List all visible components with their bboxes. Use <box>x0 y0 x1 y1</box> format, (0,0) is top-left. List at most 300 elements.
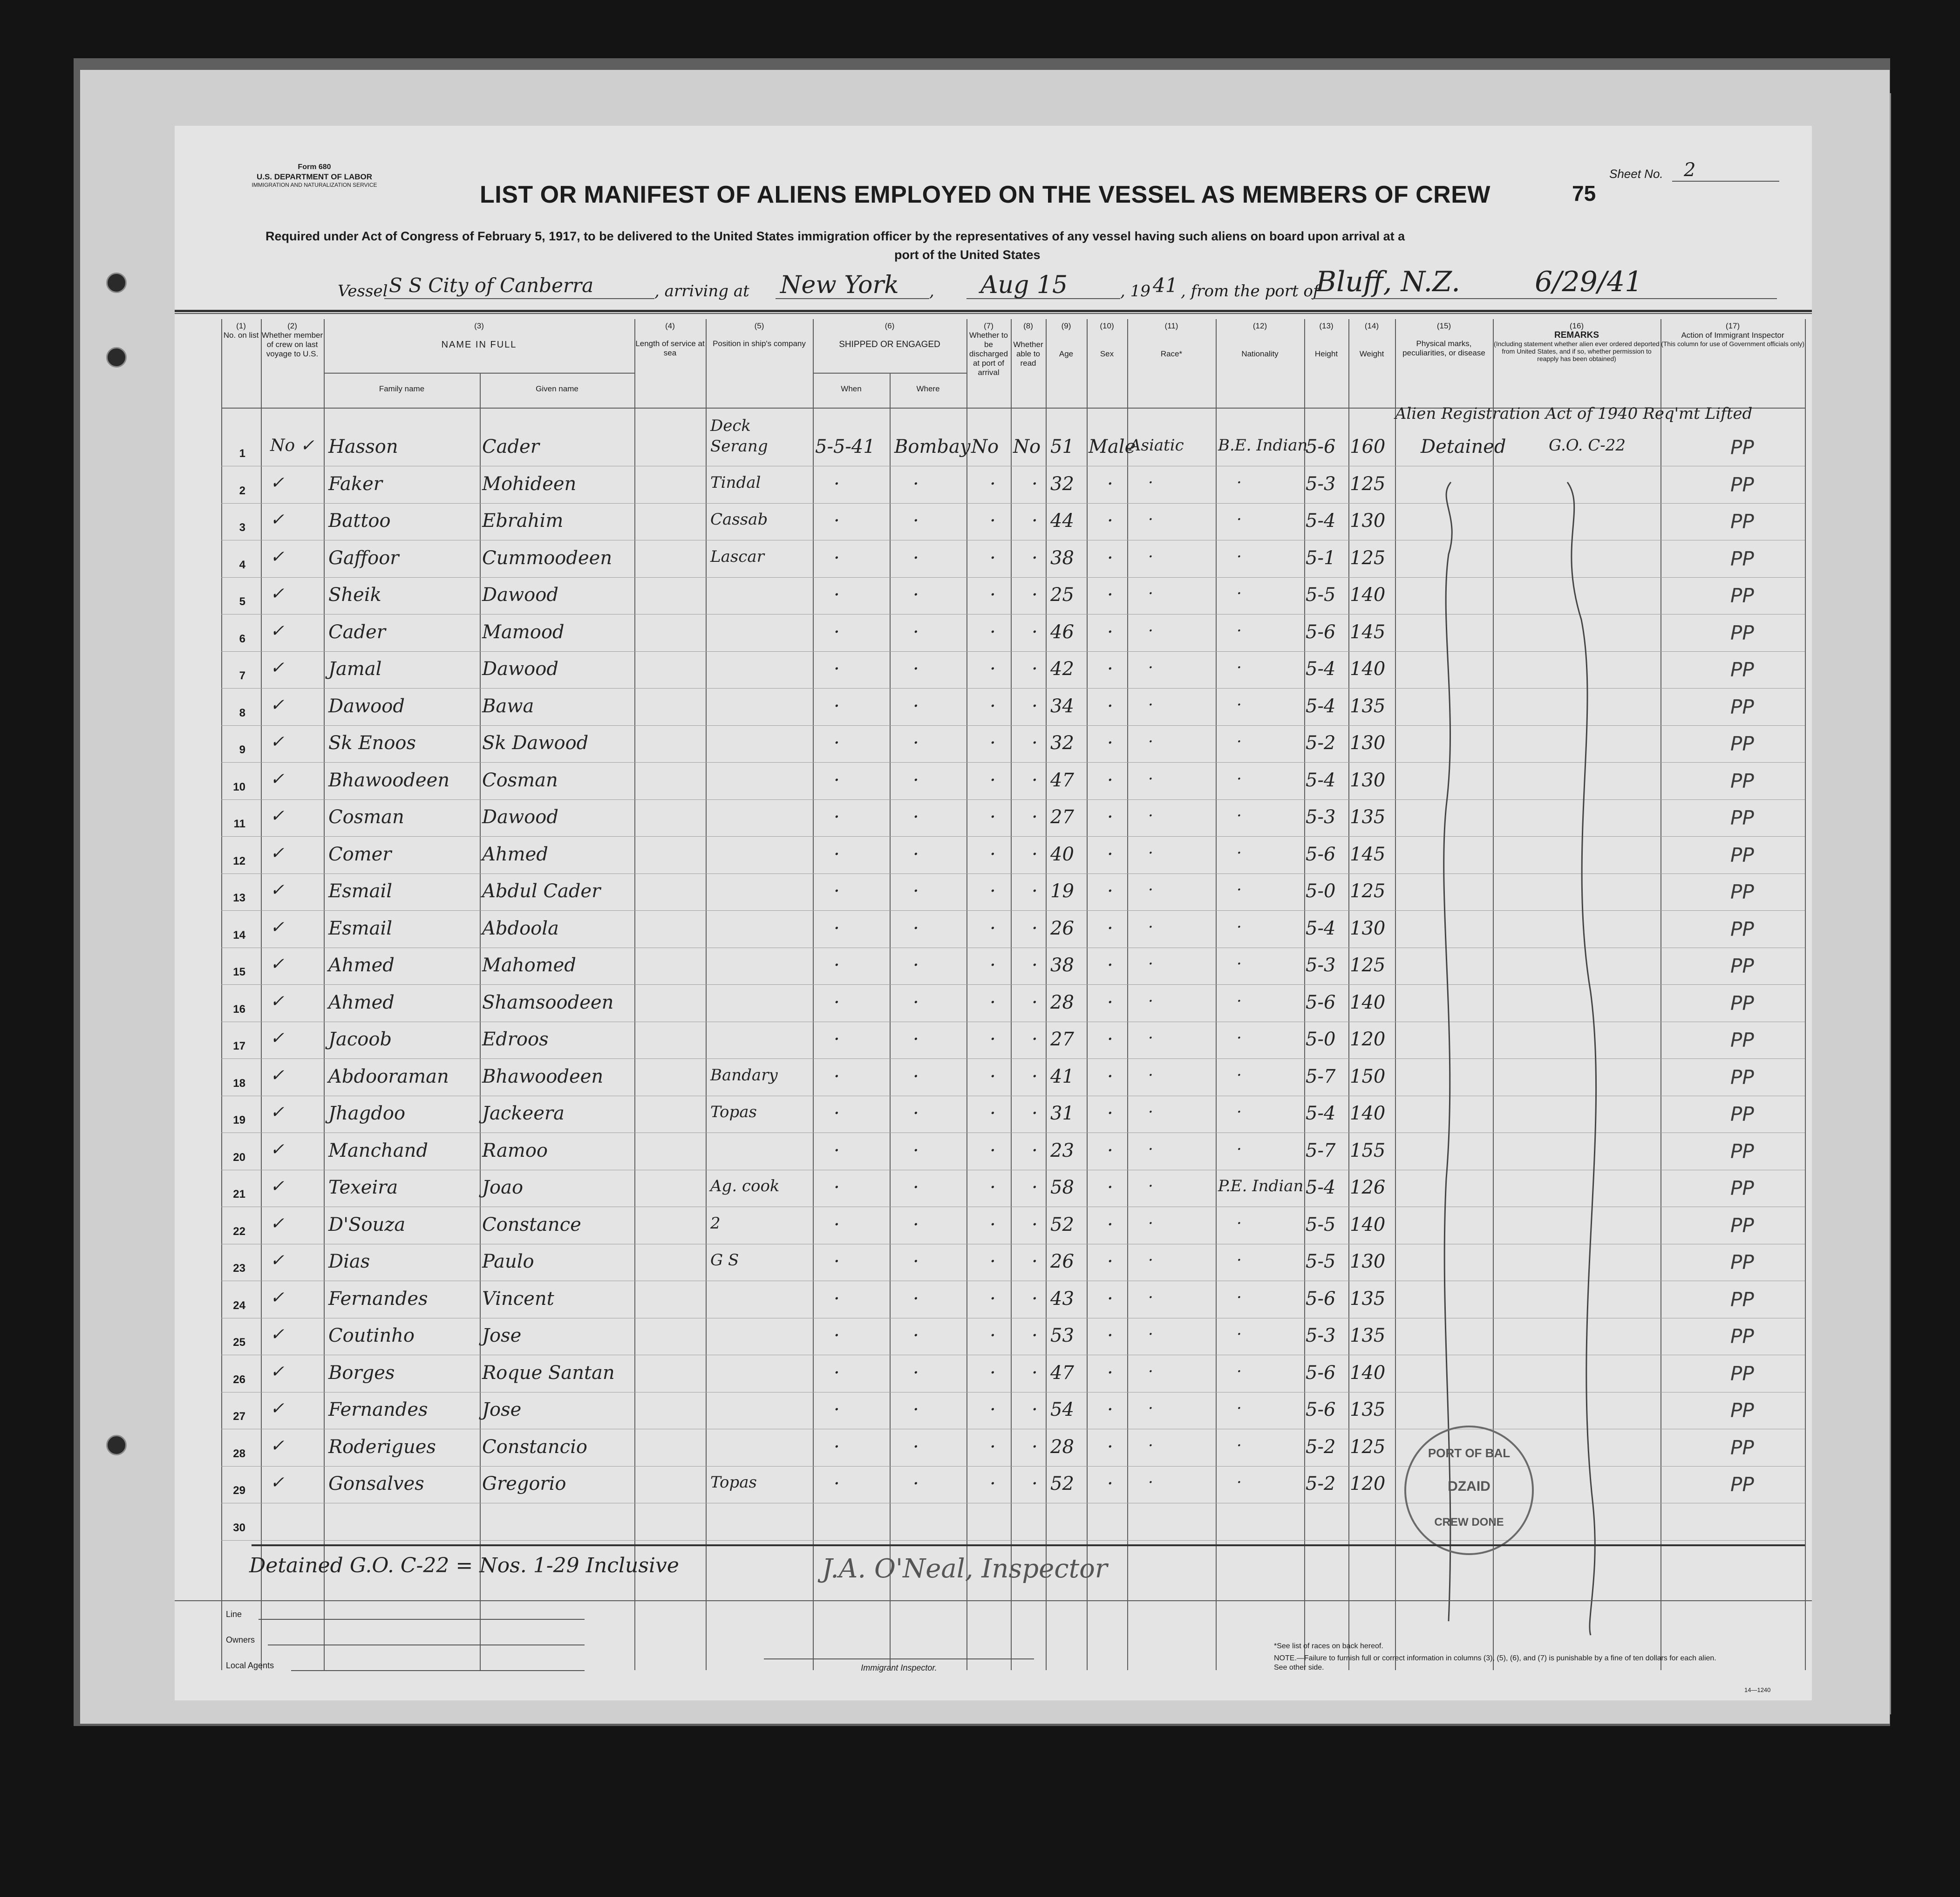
cell-age: 54 <box>1050 1399 1074 1420</box>
cell-given: Vincent <box>482 1288 554 1310</box>
cell-height: 5-2 <box>1306 1436 1336 1458</box>
cell-age: 47 <box>1050 1362 1074 1384</box>
cell-where: · <box>913 1177 919 1198</box>
cell-action: PP <box>1730 1251 1754 1274</box>
row-number: 17 <box>233 1040 245 1052</box>
cell-discharged: · <box>990 1029 996 1050</box>
cell-age: 32 <box>1050 473 1074 495</box>
cell-read: · <box>1032 1362 1038 1384</box>
cell-height: 5-2 <box>1306 1473 1336 1494</box>
cell-member: ✓ <box>270 658 285 677</box>
cell-discharged: · <box>990 1473 996 1494</box>
cell-race: · <box>1148 696 1153 714</box>
cell-nationality: · <box>1237 732 1242 751</box>
cell-member: ✓ <box>270 880 285 900</box>
cell-family: Texeira <box>328 1177 398 1198</box>
cell-given: Ebrahim <box>482 510 564 532</box>
cell-action: PP <box>1730 696 1754 718</box>
cell-discharged: · <box>990 1325 996 1346</box>
cell-discharged: · <box>990 1177 996 1198</box>
cell-weight: 130 <box>1350 1251 1386 1272</box>
cell-family: Gaffoor <box>328 547 399 569</box>
cell-when: · <box>834 696 840 717</box>
when-header: When <box>841 384 862 393</box>
cell-weight: 160 <box>1350 436 1386 457</box>
cell-nationality: · <box>1237 696 1242 714</box>
cell-sex: · <box>1107 1325 1113 1346</box>
cell-sex: · <box>1107 1029 1113 1050</box>
cell-discharged: · <box>990 696 996 717</box>
cell-given: Constancio <box>482 1436 587 1458</box>
cell-when: · <box>834 1251 840 1272</box>
row-number: 7 <box>239 669 245 682</box>
cell-race: · <box>1148 770 1153 788</box>
cell-height: 5-6 <box>1306 621 1336 643</box>
cell-sex: Male <box>1089 436 1136 457</box>
cell-member: ✓ <box>270 1214 285 1233</box>
cell-discharged: · <box>990 621 996 643</box>
cell-height: 5-6 <box>1306 844 1336 865</box>
cell-height: 5-7 <box>1306 1140 1336 1161</box>
col-16-header: (16) REMARKS (Including statement whether alien ever ordered deported from United States, and if so, whether permission to reapply has been obtained) <box>1494 321 1660 362</box>
cell-when: · <box>834 473 840 495</box>
cell-when: · <box>834 992 840 1013</box>
footer-top-rule <box>175 1600 1812 1601</box>
arrival-date-underline <box>966 298 1120 299</box>
cell-position: Lascar <box>710 547 764 566</box>
cell-nationality: · <box>1237 510 1242 529</box>
cell-member: ✓ <box>270 1177 285 1196</box>
cell-read: · <box>1032 1177 1038 1198</box>
cell-member: ✓ <box>270 1066 285 1085</box>
cell-read: · <box>1032 584 1038 606</box>
cell-member: ✓ <box>270 770 285 789</box>
cell-sex: · <box>1107 1288 1113 1310</box>
cell-race: · <box>1148 1140 1153 1159</box>
cell-age: 27 <box>1050 806 1074 828</box>
cell-sex: · <box>1107 696 1113 717</box>
cell-when: · <box>834 1399 840 1420</box>
cell-given: Bawa <box>482 696 534 717</box>
cell-height: 5-6 <box>1306 992 1336 1013</box>
cell-position: Deck Serang <box>710 416 768 456</box>
cell-action: PP <box>1730 806 1754 829</box>
cell-height: 5-4 <box>1306 770 1336 791</box>
cell-member: ✓ <box>270 547 285 566</box>
cell-action: PP <box>1730 1103 1754 1126</box>
cell-sex: · <box>1107 1251 1113 1272</box>
cell-age: 52 <box>1050 1214 1074 1235</box>
cell-weight: 140 <box>1350 1214 1386 1235</box>
col-divider <box>1046 319 1047 1670</box>
cell-remarks-b: G.O. C-22 <box>1549 436 1626 455</box>
cell-family: Fernandes <box>328 1399 428 1420</box>
departure-underline <box>1311 298 1777 299</box>
cell-race: · <box>1148 844 1153 862</box>
cell-race: · <box>1148 918 1153 936</box>
family-name-header: Family name <box>379 384 425 393</box>
cell-weight: 150 <box>1350 1066 1386 1087</box>
cell-when: · <box>834 1473 840 1494</box>
cell-where: · <box>913 1140 919 1161</box>
cell-nationality: B.E. Indian <box>1218 436 1308 455</box>
cell-read: · <box>1032 918 1038 939</box>
cell-family: Roderigues <box>328 1436 436 1458</box>
given-name-header: Given name <box>536 384 578 393</box>
cell-discharged: · <box>990 1362 996 1384</box>
cell-action: PP <box>1730 658 1754 681</box>
cell-sex: · <box>1107 992 1113 1013</box>
cell-when: · <box>834 918 840 939</box>
cell-action: PP <box>1730 1325 1754 1348</box>
cell-height: 5-6 <box>1306 1362 1336 1384</box>
cell-nationality: · <box>1237 1399 1242 1418</box>
cell-read: · <box>1032 770 1038 791</box>
cell-where: · <box>913 1214 919 1235</box>
cell-read: · <box>1032 473 1038 495</box>
cell-discharged: · <box>990 992 996 1013</box>
cell-sex: · <box>1107 918 1113 939</box>
cell-race: · <box>1148 732 1153 751</box>
cell-given: Edroos <box>482 1029 549 1050</box>
row-number: 19 <box>233 1114 245 1126</box>
cell-given: Abdul Cader <box>482 880 601 902</box>
cell-nationality: P.E. Indian <box>1218 1177 1304 1195</box>
cell-when: · <box>834 584 840 606</box>
cell-weight: 126 <box>1350 1177 1386 1198</box>
stamp-line-3: CREW DONE <box>1434 1516 1504 1529</box>
cell-discharged: · <box>990 1251 996 1272</box>
cell-discharged: · <box>990 1066 996 1087</box>
cell-nationality: · <box>1237 584 1242 603</box>
col-17-header: (17) Action of Immigrant Inspector (This column for use of Government officials only) <box>1661 321 1804 348</box>
cell-family: Borges <box>328 1362 395 1384</box>
cell-discharged: · <box>990 880 996 902</box>
col-divider <box>1304 319 1305 1670</box>
cell-height: 5-4 <box>1306 658 1336 680</box>
cell-where: · <box>913 732 919 754</box>
inspector-caption: Immigrant Inspector. <box>861 1663 937 1672</box>
department-name: U.S. DEPARTMENT OF LABOR <box>256 172 373 181</box>
row-number: 2 <box>239 484 245 497</box>
local-agents-label: Local Agents <box>226 1661 274 1670</box>
cell-where: · <box>913 547 919 569</box>
cell-read: · <box>1032 992 1038 1013</box>
cell-race: · <box>1148 547 1153 566</box>
cell-action: PP <box>1730 955 1754 977</box>
cell-where: · <box>913 1251 919 1272</box>
cell-discharged: · <box>990 584 996 606</box>
cell-when: · <box>834 844 840 865</box>
cell-race: · <box>1148 955 1153 973</box>
cell-action: PP <box>1730 1288 1754 1311</box>
col-14-header: (14) Weight <box>1359 321 1384 358</box>
cell-discharged: · <box>990 1140 996 1161</box>
row-number: 8 <box>239 707 245 719</box>
col-divider <box>261 319 262 1670</box>
cell-weight: 130 <box>1350 770 1386 791</box>
row-number: 15 <box>233 966 245 978</box>
cell-action: PP <box>1730 1362 1754 1385</box>
cell-given: Dawood <box>482 584 558 606</box>
cell-given: Mamood <box>482 621 565 643</box>
col-9-header: (9) Age <box>1059 321 1074 358</box>
cell-given: Sk Dawood <box>482 732 589 754</box>
cell-family: Cader <box>328 621 386 643</box>
cell-position: Topas <box>710 1473 757 1492</box>
cell-read: · <box>1032 1436 1038 1458</box>
cell-weight: 125 <box>1350 880 1386 902</box>
cell-where: · <box>913 658 919 680</box>
cell-discharged: · <box>990 1103 996 1124</box>
cell-height: 5-6 <box>1306 436 1336 457</box>
row-number: 27 <box>233 1410 245 1423</box>
cell-family: Jamal <box>328 658 382 680</box>
cell-discharged: · <box>990 473 996 495</box>
cell-discharged: · <box>990 732 996 754</box>
cell-when: · <box>834 1103 840 1124</box>
row-number: 3 <box>239 521 245 534</box>
cell-discharged: · <box>990 1436 996 1458</box>
page-number: 75 <box>1572 181 1596 205</box>
cell-when: · <box>834 658 840 680</box>
form-number: Form 680 <box>298 163 331 171</box>
cell-member: ✓ <box>270 510 285 529</box>
cell-sex: · <box>1107 1103 1113 1124</box>
row-number: 5 <box>239 595 245 608</box>
cell-where: · <box>913 955 919 976</box>
cell-when: · <box>834 1177 840 1198</box>
cell-height: 5-4 <box>1306 1177 1336 1198</box>
cell-discharged: · <box>990 806 996 828</box>
cell-when: · <box>834 770 840 791</box>
row-number: 16 <box>233 1003 245 1016</box>
from-label: , from the port of <box>1181 282 1319 300</box>
cell-where: · <box>913 473 919 495</box>
cell-nationality: · <box>1237 770 1242 788</box>
cell-where: · <box>913 1362 919 1384</box>
cell-given: Mohideen <box>482 473 577 495</box>
cell-position: Ag. cook <box>710 1177 780 1195</box>
cell-where: · <box>913 918 919 939</box>
table-top-rule <box>175 310 1812 312</box>
cell-sex: · <box>1107 880 1113 902</box>
cell-height: 5-4 <box>1306 510 1336 532</box>
row-number: 18 <box>233 1077 245 1090</box>
cell-given: Jose <box>482 1399 522 1420</box>
cell-read: No <box>1013 436 1041 457</box>
col-10-header: (10) Sex <box>1100 321 1114 358</box>
cell-given: Gregorio <box>482 1473 566 1494</box>
cell-weight: 135 <box>1350 696 1386 717</box>
cell-weight: 135 <box>1350 1325 1386 1346</box>
cell-where: · <box>913 1436 919 1458</box>
cell-height: 5-2 <box>1306 732 1336 754</box>
cell-height: 5-7 <box>1306 1066 1336 1087</box>
row-number: 12 <box>233 855 245 867</box>
shipped-subheader-rule <box>813 373 966 374</box>
cell-age: 28 <box>1050 1436 1074 1458</box>
cell-race: · <box>1148 1325 1153 1344</box>
cell-given: Paulo <box>482 1251 534 1272</box>
cell-read: · <box>1032 1325 1038 1346</box>
cell-sex: · <box>1107 547 1113 569</box>
col-divider <box>1216 319 1217 1670</box>
cell-height: 5-5 <box>1306 1214 1336 1235</box>
cell-where: · <box>913 806 919 828</box>
stamp-line-2: DZAID <box>1448 1479 1490 1494</box>
cell-sex: · <box>1107 770 1113 791</box>
cell-position: Bandary <box>710 1066 778 1085</box>
row-number: 13 <box>233 892 245 904</box>
cell-given: Constance <box>482 1214 581 1235</box>
arrival-year: 41 <box>1153 274 1178 297</box>
cell-weight: 140 <box>1350 584 1386 606</box>
cell-sex: · <box>1107 1066 1113 1087</box>
cell-sex: · <box>1107 955 1113 976</box>
cell-weight: 140 <box>1350 1362 1386 1384</box>
cell-weight: 120 <box>1350 1473 1386 1494</box>
cell-action: PP <box>1730 1066 1754 1089</box>
arrival-date: Aug 15 <box>980 271 1068 299</box>
cell-age: 38 <box>1050 547 1074 569</box>
cell-family: Esmail <box>328 880 393 902</box>
cell-sex: · <box>1107 1436 1113 1458</box>
cell-age: 46 <box>1050 621 1074 643</box>
row-number: 14 <box>233 929 245 942</box>
cell-nationality: · <box>1237 1066 1242 1085</box>
cell-member: ✓ <box>270 584 285 603</box>
cell-member: ✓ <box>270 844 285 863</box>
cell-position: G S <box>710 1251 739 1269</box>
cell-when: · <box>834 1066 840 1087</box>
col-3-header: (3) NAME IN FULL <box>441 321 517 350</box>
col-divider <box>1087 319 1088 1670</box>
cell-family: Faker <box>328 473 382 495</box>
cell-read: · <box>1032 621 1038 643</box>
cell-weight: 125 <box>1350 1436 1386 1458</box>
vessel-underline <box>384 298 654 299</box>
cell-position: Tindal <box>710 473 761 492</box>
cell-race: · <box>1148 992 1153 1010</box>
row-number: 28 <box>233 1447 245 1460</box>
cell-weight: 135 <box>1350 1399 1386 1420</box>
cell-given: Jose <box>482 1325 522 1346</box>
cell-where: · <box>913 510 919 532</box>
cell-sex: · <box>1107 510 1113 532</box>
cell-family: Dawood <box>328 696 405 717</box>
cell-where: · <box>913 696 919 717</box>
cell-height: 5-5 <box>1306 584 1336 606</box>
cell-height: 5-4 <box>1306 696 1336 717</box>
cell-sex: · <box>1107 1140 1113 1161</box>
col-8-header: (8) Whether able to read <box>1013 321 1043 368</box>
cell-age: 19 <box>1050 880 1074 902</box>
row-number: 4 <box>239 559 245 571</box>
cell-family: Sk Enoos <box>328 732 416 754</box>
cell-discharged: · <box>990 844 996 865</box>
cell-discharged: · <box>990 1288 996 1310</box>
cell-where: Bombay <box>894 436 971 457</box>
port-stamp <box>1404 1426 1534 1555</box>
cell-member: ✓ <box>270 732 285 751</box>
cell-action: PP <box>1730 1473 1754 1496</box>
cell-nationality: · <box>1237 844 1242 862</box>
cell-race: · <box>1148 1177 1153 1195</box>
cell-sex: · <box>1107 1399 1113 1420</box>
cell-when: · <box>834 1140 840 1161</box>
cell-weight: 155 <box>1350 1140 1386 1161</box>
cell-age: 44 <box>1050 510 1074 532</box>
cell-where: · <box>913 621 919 643</box>
cell-race: · <box>1148 1288 1153 1307</box>
cell-weight: 145 <box>1350 844 1386 865</box>
cell-position: Topas <box>710 1103 757 1121</box>
cell-read: · <box>1032 1473 1038 1494</box>
cell-action: PP <box>1730 992 1754 1015</box>
cell-sex: · <box>1107 806 1113 828</box>
cell-read: · <box>1032 1399 1038 1420</box>
cell-action: PP <box>1730 844 1754 867</box>
cell-action: PP <box>1730 1140 1754 1163</box>
cell-height: 5-3 <box>1306 955 1336 976</box>
cell-race: · <box>1148 1362 1153 1381</box>
cell-age: 38 <box>1050 955 1074 976</box>
row-number: 22 <box>233 1225 245 1238</box>
cell-member: ✓ <box>270 806 285 826</box>
cell-read: · <box>1032 1288 1038 1310</box>
service-name: IMMIGRATION AND NATURALIZATION SERVICE <box>252 182 377 188</box>
cell-action: PP <box>1730 770 1754 792</box>
cell-nationality: · <box>1237 1325 1242 1344</box>
cell-read: · <box>1032 1029 1038 1050</box>
cell-height: 5-4 <box>1306 1103 1336 1124</box>
cell-action: PP <box>1730 547 1754 570</box>
cell-read: · <box>1032 1251 1038 1272</box>
cell-member: ✓ <box>270 1140 285 1159</box>
cell-nationality: · <box>1237 1473 1242 1492</box>
comma: , <box>929 282 934 300</box>
cell-family: D'Souza <box>328 1214 406 1235</box>
line-underline <box>259 1619 585 1620</box>
cell-member: ✓ <box>270 696 285 715</box>
cell-member: ✓ <box>270 621 285 641</box>
row-number: 21 <box>233 1188 245 1201</box>
cell-age: 26 <box>1050 918 1074 939</box>
registration-act-note: Alien Registration Act of 1940 Req'mt Lifted <box>1395 404 1753 423</box>
cell-where: · <box>913 1399 919 1420</box>
cell-weight: 125 <box>1350 955 1386 976</box>
cell-given: Abdoola <box>482 918 559 939</box>
cell-sex: · <box>1107 1177 1113 1198</box>
sheet-label: Sheet No. <box>1609 167 1663 181</box>
cell-race: · <box>1148 1436 1153 1455</box>
cell-action: PP <box>1730 1436 1754 1459</box>
binder-hole <box>106 273 127 293</box>
cell-family: Battoo <box>328 510 391 532</box>
cell-weight: 125 <box>1350 473 1386 495</box>
cell-age: 58 <box>1050 1177 1074 1198</box>
where-header: Where <box>916 384 940 393</box>
cell-age: 26 <box>1050 1251 1074 1272</box>
cell-when: 5-5-41 <box>815 436 875 457</box>
cell-family: Fernandes <box>328 1288 428 1310</box>
table-bottom-rule <box>252 1544 1805 1546</box>
cell-height: 5-0 <box>1306 1029 1336 1050</box>
cell-family: Ahmed <box>328 955 395 976</box>
row-number: 1 <box>239 447 245 460</box>
form-code: 14—1240 <box>1744 1686 1771 1693</box>
